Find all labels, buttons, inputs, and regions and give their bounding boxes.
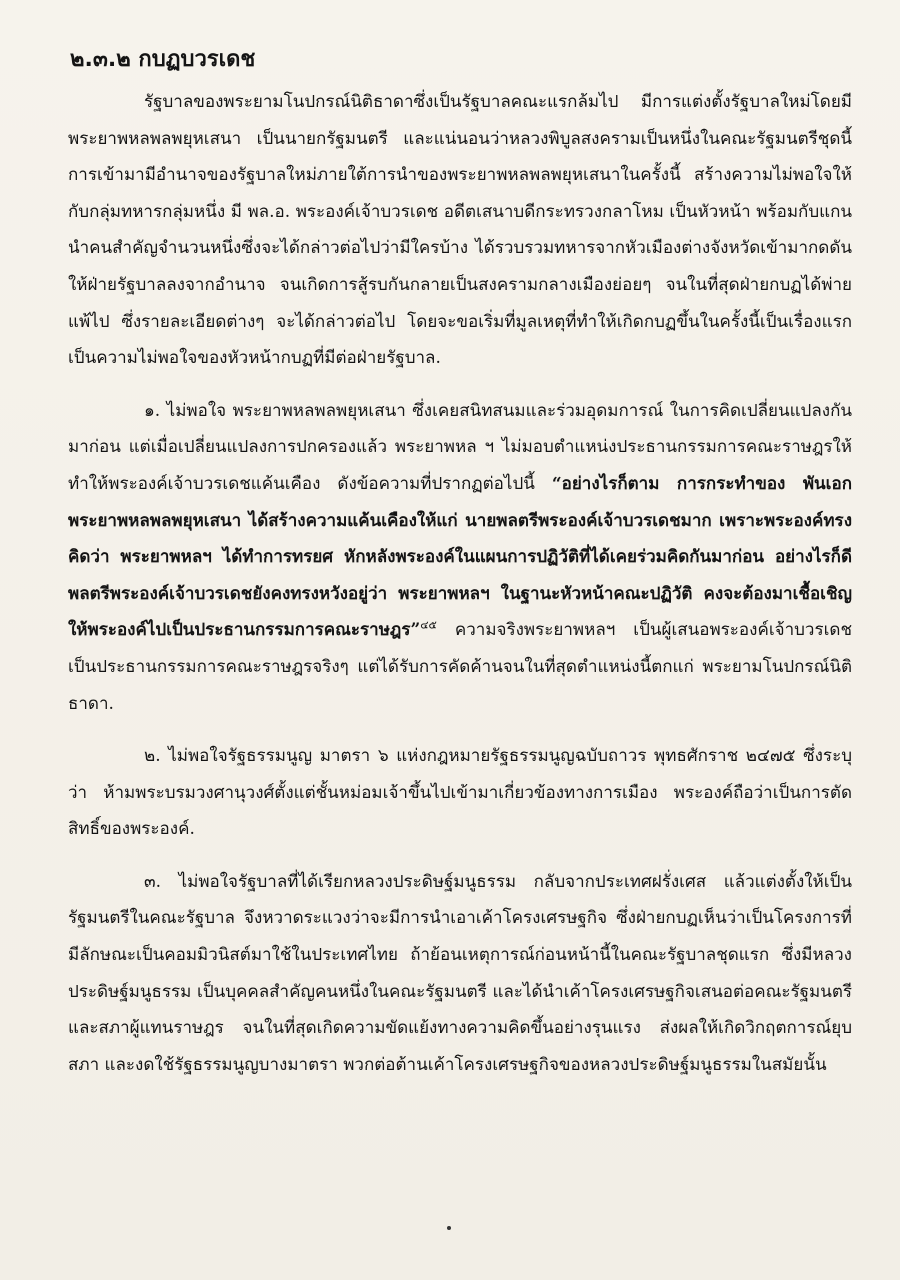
point-1-lead-text: ๑. ไม่พอใจ พระยาพหลพลพยุหเสนา ซึ่งเคยสนิทสนมและร่วมอุดมการณ์ ในการคิดเปลี่ยนแปลงกันมาก่อน แต่เมื่อเปลี่ยนแปลงการปกครองแล้ว พระยาพหล ฯ ไม่มอบตำแหน่งประธานกรรมการคณะราษฎรให้ ทำให้พระองค์เจ้าบวรเดชแค้นเคือง ดังข้อความที่ปรากฏต่อไปนี้ xyxy=(68,400,852,494)
page-content xyxy=(68,40,852,1083)
section-heading: ๒.๓.๒ กบฏบวรเดช xyxy=(70,47,256,72)
paragraph-point-1 xyxy=(68,393,852,722)
point-1-tail-text: ความจริงพระยาพหลฯ เป็นผู้เสนอพระองค์เจ้าบวรเดชเป็นประธานกรรมการคณะราษฎรจริงๆ แต่ได้รับการคัดค้านจนในที่สุดตำแหน่งนี้ตกแก่ พระยามโนปกรณ์นิติธาดา. xyxy=(68,620,852,714)
quoted-passage: “อย่างไรก็ตาม การกระทำของ พันเอก พระยาพหลพลพยุหเสนา ได้สร้างความแค้นเคืองให้แก่ นายพลตรีพระองค์เจ้าบวรเดชมาก เพราะพระองค์ทรงคิดว่า พระยาพหลฯ ได้ทำการทรยศ หักหลังพระองค์ในแผนการปฏิวัติที่ได้เคยร่วมคิดกันมาก่อน อย่างไรก็ดี พลตรีพระองค์เจ้าบวรเดชยังคงทรงหวังอยู่ว่า พระยาพหลฯ ในฐานะหัวหน้าคณะปฏิวัติ คงจะต้องมาเชื้อเชิญให้พระองค์ไปเป็นประธานกรรมการคณะราษฎร” xyxy=(68,473,852,641)
page-mark xyxy=(447,1226,451,1230)
paragraph-point-3: ๓. ไม่พอใจรัฐบาลที่ได้เรียกหลวงประดิษฐ์มนูธรรม กลับจากประเทศฝรั่งเศส แล้วแต่งตั้งให้เป็นรัฐมนตรีในคณะรัฐบาล จึงหวาดระแวงว่าจะมีการนำเอาเค้าโครงเศรษฐกิจ ซึ่งฝ่ายกบฏเห็นว่าเป็นโครงการที่มีลักษณะเป็นคอมมิวนิสต์มาใช้ในประเทศไทย ถ้าย้อนเหตุการณ์ก่อนหน้านี้ในคณะรัฐบาลชุดแรก ซึ่งมีหลวงประดิษฐ์มนูธรรม เป็นบุคคลสำคัญคนหนึ่งในคณะรัฐมนตรี และได้นำเค้าโครงเศรษฐกิจเสนอต่อคณะรัฐมนตรี และสภาผู้แทนราษฎร จนในที่สุดเกิดความขัดแย้งทางความคิดขึ้นอย่างรุนแรง ส่งผลให้เกิดวิกฤตการณ์ยุบสภา และงดใช้รัฐธรรมนูญบางมาตรา พวกต่อต้านเค้าโครงเศรษฐกิจของหลวงประดิษฐ์มนูธรรมในสมัยนั้น xyxy=(68,871,852,1075)
paragraph-point-2: ๒. ไม่พอใจรัฐธรรมนูญ มาตรา ๖ แห่งกฎหมายรัฐธรรมนูญฉบับถาวร พุทธศักราช ๒๔๗๕ ซึ่งระบุว่า ห้ามพระบรมวงศานุวงศ์ตั้งแต่ชั้นหม่อมเจ้าขึ้นไปเข้ามาเกี่ยวข้องทางการเมือง พระองค์ถือว่าเป็นการตัดสิทธิ์ของพระองค์. xyxy=(68,746,852,840)
paragraph-intro: รัฐบาลของพระยามโนปกรณ์นิติธาดาซึ่งเป็นรัฐบาลคณะแรกล้มไป มีการแต่งตั้งรัฐบาลใหม่โดยมีพระยาพหลพลพยุหเสนา เป็นนายกรัฐมนตรี และแน่นอนว่าหลวงพิบูลสงครามเป็นหนึ่งในคณะรัฐมนตรีชุดนี้ การเข้ามามีอำนาจของรัฐบาลใหม่ภายใต้การนำของพระยาพหลพลพยุหเสนาในครั้งนี้ สร้างความไม่พอใจให้กับกลุ่มทหารกลุ่มหนึ่ง มี พล.อ. พระองค์เจ้าบวรเดช อดีตเสนาบดีกระทรวงกลาโหม เป็นหัวหน้า พร้อมกับแกนนำคนสำคัญจำนวนหนึ่งซึ่งจะได้กล่าวต่อไปว่ามีใครบ้าง ได้รวบรวมทหารจากหัวเมืองต่างจังหวัดเข้ามากดดันให้ฝ่ายรัฐบาลลงจากอำนาจ จนเกิดการสู้รบกันกลายเป็นสงครามกลางเมืองย่อยๆ จนในที่สุดฝ่ายกบฏได้พ่ายแพ้ไป ซึ่งรายละเอียดต่างๆ จะได้กล่าวต่อไป โดยจะขอเริ่มที่มูลเหตุที่ทำให้เกิดกบฏขึ้นในครั้งนี้เป็นเรื่องแรก เป็นความไม่พอใจของหัวหน้ากบฏที่มีต่อฝ่ายรัฐบาล. xyxy=(68,92,852,369)
footnote-marker: ๔๕ xyxy=(420,618,437,632)
